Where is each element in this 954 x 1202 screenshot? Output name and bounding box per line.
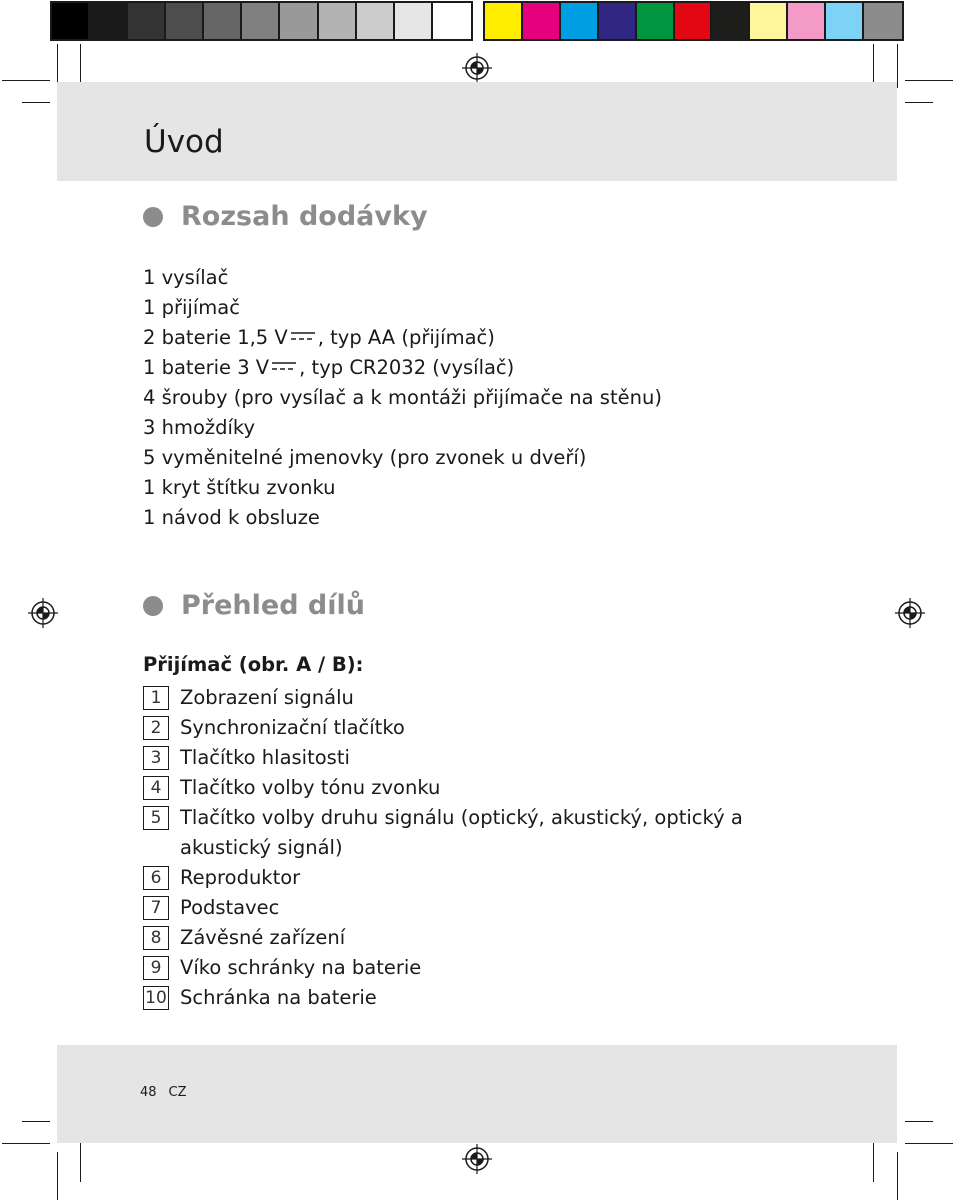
crop-mark (905, 80, 953, 81)
part-label: Tlačítko volby druhu signálu (optický, akustický, optický a akustický signál) (180, 806, 743, 859)
crop-mark (905, 102, 933, 103)
part-number-box: 7 (143, 896, 169, 920)
scope-item (143, 323, 662, 353)
color-swatch (599, 3, 637, 39)
scope-item-text: 4 šrouby (pro vysílač a k montáži přijímače na stěnu) (143, 386, 662, 409)
crop-mark (2, 80, 50, 81)
part-label: Tlačítko hlasitosti (180, 746, 350, 769)
crop-mark (22, 1121, 50, 1122)
crop-mark (897, 44, 898, 88)
scope-item-text: 5 vyměnitelné jmenovky (pro zvonek u dveří) (143, 446, 587, 469)
gray-swatch (204, 3, 242, 39)
part-number-box: 4 (143, 776, 169, 800)
color-swatch (485, 3, 523, 39)
part-number-box: 6 (143, 866, 169, 890)
registration-mark-icon (28, 598, 58, 628)
part-number-box: 10 (143, 986, 169, 1010)
bullet-dot-icon (143, 596, 163, 616)
gray-swatch (90, 3, 128, 39)
part-item (143, 923, 810, 953)
gray-swatch (52, 3, 90, 39)
part-label: Víko schránky na baterie (180, 956, 422, 979)
crop-mark (2, 1143, 50, 1144)
color-swatch (712, 3, 750, 39)
part-number-box: 8 (143, 926, 169, 950)
color-swatch (788, 3, 826, 39)
language-code: CZ (168, 1085, 187, 1100)
process-color-bar (483, 1, 904, 41)
part-number-box: 2 (143, 716, 169, 740)
scope-item (143, 353, 662, 383)
color-swatch (750, 3, 788, 39)
part-number-box: 5 (143, 806, 169, 830)
gray-swatch (242, 3, 280, 39)
footer (140, 1085, 187, 1100)
color-swatch (523, 3, 561, 39)
scope-list (143, 263, 662, 533)
crop-mark (873, 1138, 874, 1182)
crop-mark (897, 1152, 898, 1200)
scope-item (143, 443, 662, 473)
dc-current-icon (271, 361, 297, 371)
receiver-subheading: Přijímač (obr. A / B): (143, 653, 364, 676)
grayscale-color-bar (50, 1, 473, 41)
part-item (143, 713, 810, 743)
page-title: Úvod (144, 124, 224, 160)
scope-item (143, 383, 662, 413)
part-item (143, 983, 810, 1013)
part-label: Tlačítko volby tónu zvonku (180, 776, 441, 799)
gray-swatch (433, 3, 471, 39)
crop-mark (22, 102, 50, 103)
color-swatch (826, 3, 864, 39)
part-item (143, 743, 810, 773)
gray-swatch (280, 3, 318, 39)
scope-item-text: 3 hmoždíky (143, 416, 256, 439)
registration-mark-icon (462, 1144, 492, 1174)
part-label: Schránka na baterie (180, 986, 377, 1009)
gray-swatch (395, 3, 433, 39)
crop-mark (905, 1121, 933, 1122)
part-label: Reproduktor (180, 866, 301, 889)
scope-item-text: 1 návod k obsluze (143, 506, 320, 529)
scope-item (143, 473, 662, 503)
color-swatch (561, 3, 599, 39)
part-number-box: 3 (143, 746, 169, 770)
page-number: 48 (140, 1085, 157, 1100)
scope-item-text-suffix: , typ CR2032 (vysílač) (299, 356, 515, 379)
scope-item (143, 413, 662, 443)
scope-item-text: 1 kryt štítku zvonku (143, 476, 336, 499)
part-item (143, 953, 810, 983)
scope-heading (143, 201, 428, 232)
crop-mark (905, 1143, 953, 1144)
part-item (143, 863, 810, 893)
scope-item (143, 293, 662, 323)
part-item (143, 773, 810, 803)
gray-swatch (128, 3, 166, 39)
part-label: Zobrazení signálu (180, 686, 354, 709)
scope-item-text: 1 baterie 3 V (143, 356, 270, 379)
part-item (143, 893, 810, 923)
registration-mark-icon (895, 598, 925, 628)
scope-item-text-suffix: , typ AA (přijímač) (317, 326, 495, 349)
part-number-box: 1 (143, 686, 169, 710)
gray-swatch (166, 3, 204, 39)
part-number-box: 9 (143, 956, 169, 980)
dc-current-icon (290, 331, 316, 341)
part-item (143, 683, 810, 713)
scope-item-text: 1 vysílač (143, 266, 229, 289)
scope-item (143, 263, 662, 293)
color-swatch (864, 3, 902, 39)
scope-item (143, 503, 662, 533)
scope-item-text: 1 přijímač (143, 296, 240, 319)
color-swatch (637, 3, 675, 39)
gray-swatch (357, 3, 395, 39)
parts-list (143, 683, 810, 1013)
gray-swatch (319, 3, 357, 39)
bullet-dot-icon (143, 207, 163, 227)
part-label: Synchronizační tlačítko (180, 716, 405, 739)
color-swatch (675, 3, 713, 39)
part-label: Podstavec (180, 896, 280, 919)
part-label: Závěsné zařízení (180, 926, 346, 949)
crop-mark (80, 1138, 81, 1182)
parts-heading-text: Přehled dílů (181, 590, 365, 621)
registration-mark-icon (462, 53, 492, 83)
crop-mark (57, 1152, 58, 1200)
parts-heading (143, 590, 365, 621)
scope-heading-text: Rozsah dodávky (181, 201, 428, 232)
scope-item-text: 2 baterie 1,5 V (143, 326, 288, 349)
part-item (143, 803, 810, 863)
